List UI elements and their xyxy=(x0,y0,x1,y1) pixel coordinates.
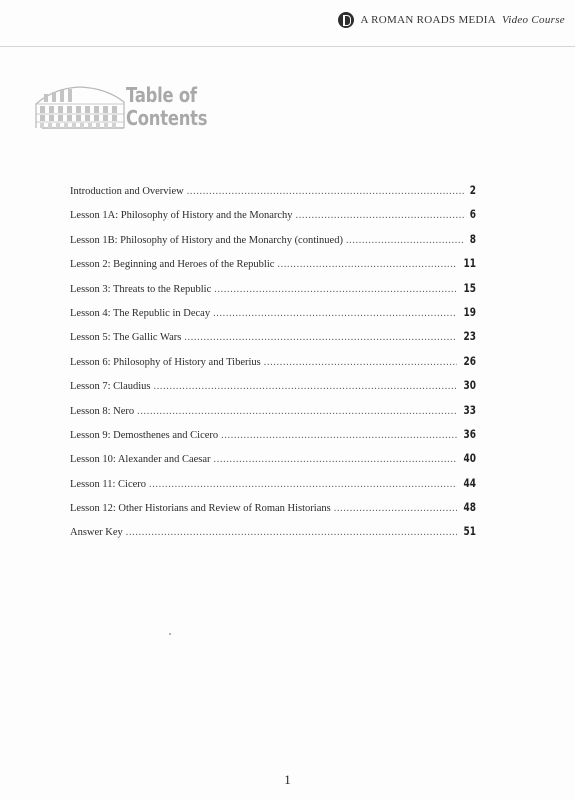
colosseum-icon xyxy=(34,82,126,136)
toc-entry[interactable] xyxy=(70,354,476,378)
table-of-contents xyxy=(70,183,476,549)
roman-roads-logo-icon xyxy=(338,12,354,28)
toc-entry[interactable] xyxy=(70,403,476,427)
toc-page-number: 6 xyxy=(469,207,476,222)
toc-dot-leader xyxy=(154,381,457,392)
toc-entry-title: Lesson 1B: Philosophy of History and the Monarchy (continued) xyxy=(70,234,343,246)
toc-dot-leader xyxy=(214,284,457,295)
toc-entry[interactable] xyxy=(70,207,476,231)
toc-dot-leader xyxy=(277,259,457,270)
page-number: 1 xyxy=(284,772,291,787)
toc-entry[interactable] xyxy=(70,305,476,329)
toc-dot-leader xyxy=(264,357,457,368)
toc-entry-title: Lesson 12: Other Historians and Review of Roman Historians xyxy=(70,503,331,515)
toc-page-number: 36 xyxy=(463,426,476,441)
toc-entry-title: Lesson 8: Nero xyxy=(70,405,135,417)
toc-dot-leader xyxy=(221,430,457,441)
toc-entry-title: Answer Key xyxy=(70,527,123,539)
toc-dot-leader xyxy=(126,527,457,538)
toc-dot-leader xyxy=(214,454,457,465)
toc-entry[interactable] xyxy=(70,378,476,402)
toc-dot-leader xyxy=(149,479,457,490)
print-speck xyxy=(169,633,171,635)
toc-dot-leader xyxy=(184,332,457,343)
toc-page-number: 26 xyxy=(463,353,476,368)
toc-page-number: 11 xyxy=(463,256,476,271)
title-block xyxy=(34,82,234,140)
title-line-1: Table of xyxy=(126,83,197,107)
toc-entry-title: Lesson 1A: Philosophy of History and the Monarchy xyxy=(70,210,293,222)
page-header xyxy=(0,0,575,47)
toc-dot-leader xyxy=(187,186,465,197)
toc-entry[interactable] xyxy=(70,329,476,353)
toc-entry-title: Introduction and Overview xyxy=(70,186,184,197)
toc-dot-leader xyxy=(334,503,457,514)
toc-entry[interactable] xyxy=(70,451,476,475)
toc-entry[interactable] xyxy=(70,232,476,256)
toc-entry[interactable] xyxy=(70,256,476,280)
toc-page-number: 2 xyxy=(469,183,476,197)
toc-entry-title: Lesson 3: Threats to the Republic xyxy=(70,283,212,295)
toc-page-number: 23 xyxy=(463,329,476,344)
publisher-name: A ROMAN ROADS MEDIA xyxy=(360,14,497,26)
toc-entry-title: Lesson 9: Demosthenes and Cicero xyxy=(70,429,219,441)
title-line-2: Contents xyxy=(126,106,208,130)
publisher-tagline: Video Course xyxy=(502,14,565,26)
toc-entry-title: Lesson 7: Claudius xyxy=(70,381,151,393)
toc-entry[interactable] xyxy=(70,281,476,305)
toc-page-number: 30 xyxy=(463,378,476,393)
toc-page-number: 8 xyxy=(469,231,476,246)
toc-page-number: 40 xyxy=(463,451,476,466)
toc-entry-title: Lesson 10: Alexander and Caesar xyxy=(70,454,211,466)
toc-dot-leader xyxy=(213,308,457,319)
toc-page-number: 44 xyxy=(463,475,476,490)
toc-entry-title: Lesson 2: Beginning and Heroes of the Republic xyxy=(70,259,275,271)
toc-entry-title: Lesson 6: Philosophy of History and Tiberius xyxy=(70,356,261,368)
toc-page-number: 19 xyxy=(463,304,476,319)
toc-entry[interactable] xyxy=(70,524,476,548)
toc-entry-title: Lesson 4: The Republic in Decay xyxy=(70,307,211,319)
toc-page-number: 33 xyxy=(463,402,476,417)
toc-entry[interactable] xyxy=(70,183,476,207)
toc-page-number: 51 xyxy=(463,524,476,539)
toc-page-number: 15 xyxy=(463,280,476,295)
toc-page-number: 48 xyxy=(463,500,476,515)
publisher-mark xyxy=(338,12,565,28)
toc-entry[interactable] xyxy=(70,476,476,500)
toc-entry[interactable] xyxy=(70,427,476,451)
toc-dot-leader xyxy=(296,210,465,221)
toc-dot-leader xyxy=(137,406,457,417)
toc-entry-title: Lesson 11: Cicero xyxy=(70,478,147,490)
page-title xyxy=(126,84,207,130)
toc-dot-leader xyxy=(346,235,465,246)
toc-entry-title: Lesson 5: The Gallic Wars xyxy=(70,332,182,344)
toc-entry[interactable] xyxy=(70,500,476,524)
